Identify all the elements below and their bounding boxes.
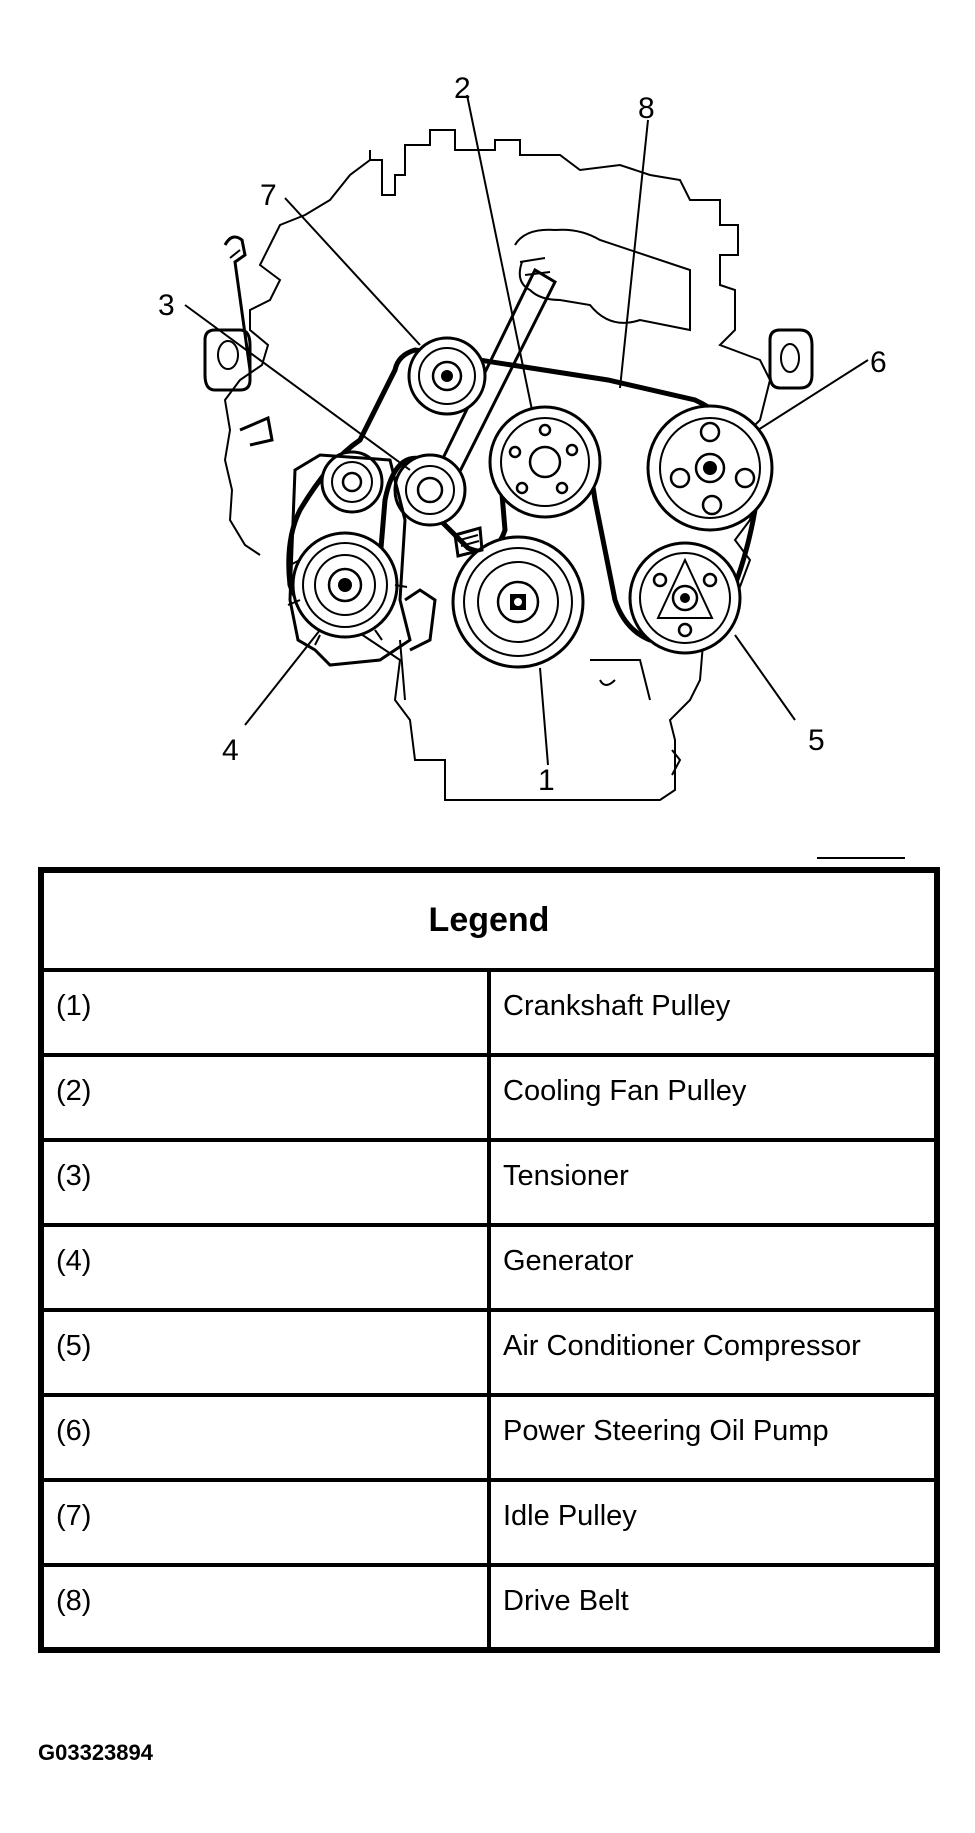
legend-number: (6) bbox=[41, 1395, 489, 1480]
belt-routing-diagram bbox=[0, 0, 975, 860]
callout-5: 5 bbox=[808, 724, 825, 757]
legend-row bbox=[41, 1480, 937, 1565]
ac-compressor bbox=[630, 543, 740, 653]
legend-row bbox=[41, 1310, 937, 1395]
legend-row bbox=[41, 970, 937, 1055]
legend-table bbox=[38, 867, 940, 1653]
legend-number: (2) bbox=[41, 1055, 489, 1140]
legend-header-row bbox=[41, 870, 937, 970]
legend-label: Drive Belt bbox=[489, 1565, 937, 1650]
legend-label: Power Steering Oil Pump bbox=[489, 1395, 937, 1480]
legend-row bbox=[41, 1565, 937, 1650]
legend-label: Air Conditioner Compressor bbox=[489, 1310, 937, 1395]
callout-4: 4 bbox=[222, 734, 239, 767]
crankshaft-pulley bbox=[453, 537, 583, 667]
callout-7: 7 bbox=[260, 179, 277, 212]
legend-label: Idle Pulley bbox=[489, 1480, 937, 1565]
generator-idler bbox=[322, 452, 382, 512]
legend-label: Cooling Fan Pulley bbox=[489, 1055, 937, 1140]
callout-6: 6 bbox=[870, 346, 887, 379]
legend-label: Tensioner bbox=[489, 1140, 937, 1225]
legend-number: (8) bbox=[41, 1565, 489, 1650]
callout-1: 1 bbox=[538, 764, 555, 797]
callout-3: 3 bbox=[158, 289, 175, 322]
callout-8: 8 bbox=[638, 92, 655, 125]
legend-title: Legend bbox=[41, 870, 937, 970]
legend-number: (4) bbox=[41, 1225, 489, 1310]
legend-number: (7) bbox=[41, 1480, 489, 1565]
legend-row bbox=[41, 1395, 937, 1480]
idle-pulley bbox=[409, 338, 485, 414]
legend-row bbox=[41, 1225, 937, 1310]
figure-id: G03323894 bbox=[38, 1740, 153, 1765]
legend-number: (3) bbox=[41, 1140, 489, 1225]
legend-row bbox=[41, 1140, 937, 1225]
power-steering-pump bbox=[648, 406, 772, 530]
cooling-fan-pulley bbox=[490, 407, 600, 517]
legend-number: (1) bbox=[41, 970, 489, 1055]
callout-2: 2 bbox=[454, 72, 471, 105]
legend-row bbox=[41, 1055, 937, 1140]
legend-number: (5) bbox=[41, 1310, 489, 1395]
legend-label: Generator bbox=[489, 1225, 937, 1310]
legend-label: Crankshaft Pulley bbox=[489, 970, 937, 1055]
